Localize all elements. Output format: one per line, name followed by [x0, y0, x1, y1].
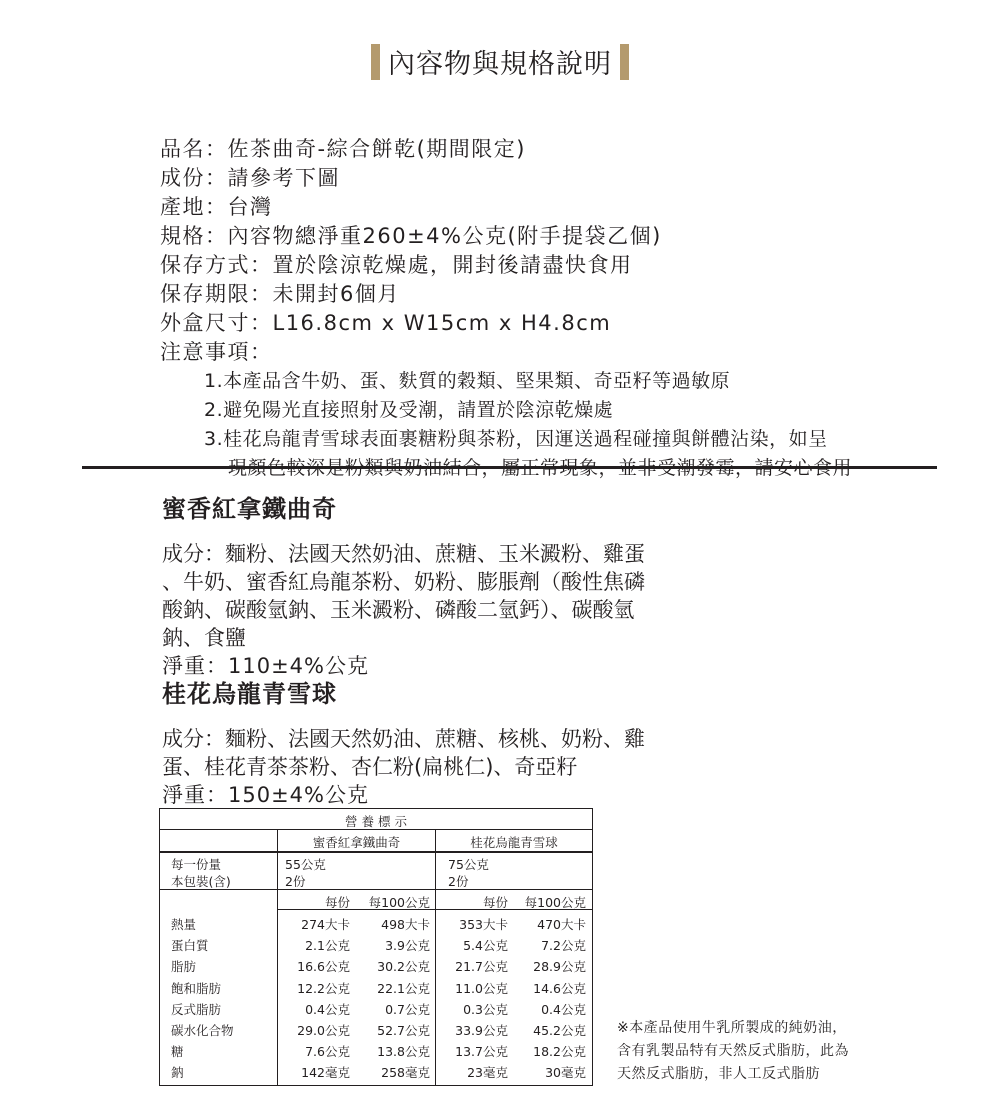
nutrient-label: 鈉: [171, 1065, 184, 1081]
nutrient-value: 353大卡: [459, 917, 508, 932]
nutrition-table: [159, 808, 593, 1086]
product-name: 品名：佐茶曲奇-綜合餅乾(期間限定): [160, 137, 526, 161]
product-section-2: [162, 679, 692, 809]
table-line: [160, 851, 592, 853]
nutrient-value: 470大卡: [537, 917, 586, 932]
title-bar-left: [371, 44, 380, 80]
note-item: 2.避免陽光直接照射及受潮，請置於陰涼乾燥處: [204, 399, 614, 421]
p2-serving-size: 75公克: [448, 857, 489, 872]
nutrient-value: 30.2公克: [377, 959, 430, 975]
nutrient-value: 13.8公克: [377, 1044, 430, 1060]
nutrient-value: 22.1公克: [377, 980, 430, 996]
nutrient-value: 0.4公克: [541, 1001, 586, 1017]
col-per-100g: 每100公克: [524, 895, 586, 910]
nutrient-value: 7.6公克: [305, 1044, 350, 1060]
page-title: [371, 42, 629, 81]
title-bar-right: [620, 44, 629, 80]
nutrient-value: 52.7公克: [377, 1023, 430, 1038]
nutrient-value: 16.6公克: [297, 959, 350, 975]
shelf-life: 保存期限：未開封6個月: [160, 282, 400, 306]
col-per-100g: 每100公克: [368, 895, 430, 910]
nutrient-value: 142毫克: [301, 1065, 350, 1081]
nutrient-label: 碳水化合物: [171, 1023, 234, 1038]
nutrition-product-1: 蜜香紅拿鐵曲奇: [312, 835, 401, 850]
nutrient-value: 3.9公克: [385, 938, 430, 954]
nutrient-value: 0.3公克: [463, 1001, 508, 1017]
storage: 保存方式：置於陰涼乾燥處，開封後請盡快食用: [160, 253, 633, 277]
product-info: [160, 135, 960, 483]
nutrition-product-2: 桂花烏龍青雪球: [470, 835, 558, 850]
ingredients-line: 酸鈉、碳酸氫鈉、玉米澱粉、磷酸二氫鈣）、碳酸氫: [162, 598, 635, 622]
servings-label: 本包裝(含): [171, 874, 231, 889]
nutrition-title: 營 養 標 示: [345, 814, 407, 829]
nutrient-value: 0.4公克: [305, 1001, 350, 1017]
footnote-line: 含有乳製品特有天然反式脂肪，此為: [617, 1043, 849, 1059]
ingredients-line: 成分：麵粉、法國天然奶油、蔗糖、玉米澱粉、雞蛋: [162, 542, 645, 566]
nutrient-label: 反式脂肪: [171, 1001, 222, 1017]
ingredients-line: 成分：麵粉、法國天然奶油、蔗糖、核桃、奶粉、雞: [162, 727, 645, 751]
nutrient-value: 5.4公克: [463, 938, 508, 954]
title-section: [0, 42, 1000, 84]
nutrient-value: 13.7公克: [455, 1044, 508, 1060]
nutrient-value: 23毫克: [467, 1065, 508, 1081]
product-heading: 蜜香紅拿鐵曲奇: [162, 495, 337, 523]
net-weight: 淨重：150±4%公克: [162, 783, 369, 807]
p1-servings: 2份: [285, 874, 306, 889]
nutrient-value: 21.7公克: [455, 959, 508, 975]
section-divider: [82, 466, 937, 469]
net-weight: 淨重：110±4%公克: [162, 654, 369, 678]
note-item: 1.本產品含牛奶、蛋、麩質的穀類、堅果類、奇亞籽等過敏原: [204, 370, 731, 392]
notes-title: 注意事項：: [160, 340, 273, 364]
origin: 產地：台灣: [160, 195, 273, 219]
ingredients-line: 蛋、桂花青茶茶粉、杏仁粉(扁桃仁)、奇亞籽: [162, 755, 578, 779]
nutrient-value: 258毫克: [381, 1065, 430, 1081]
serving-size-label: 每一份量: [171, 857, 222, 872]
nutrient-value: 29.0公克: [297, 1023, 350, 1038]
product-section-1: [162, 494, 692, 680]
nutrient-value: 11.0公克: [455, 980, 508, 996]
p1-serving-size: 55公克: [285, 857, 326, 872]
nutrient-label: 蛋白質: [171, 938, 209, 954]
page-title-text: 內容物與規格說明: [388, 49, 612, 80]
nutrient-label: 熱量: [171, 917, 197, 932]
box-size: 外盒尺寸：L16.8cm x W15cm x H4.8cm: [160, 311, 612, 335]
nutrient-value: 7.2公克: [541, 938, 586, 954]
product-heading: 桂花烏龍青雪球: [162, 680, 337, 708]
footnote-line: ※本產品使用牛乳所製成的純奶油，: [617, 1020, 847, 1036]
nutrient-label: 糖: [171, 1044, 184, 1060]
nutrient-value: 45.2公克: [533, 1023, 586, 1038]
nutrient-value: 2.1公克: [305, 938, 350, 954]
col-per-serving: 每份: [482, 895, 508, 910]
nutrient-value: 0.7公克: [385, 1001, 430, 1017]
footnote: [617, 1017, 849, 1086]
nutrient-value: 274大卡: [301, 917, 350, 932]
nutrient-value: 30毫克: [545, 1065, 586, 1081]
nutrient-value: 12.2公克: [297, 980, 350, 996]
nutrient-label: 飽和脂肪: [171, 980, 222, 996]
nutrient-label: 脂肪: [171, 959, 197, 975]
nutrient-value: 28.9公克: [533, 959, 586, 975]
nutrient-value: 14.6公克: [533, 980, 586, 996]
spec: 規格：內容物總淨重260±4%公克(附手提袋乙個): [160, 224, 662, 248]
note-item: 3.桂花烏龍青雪球表面裹糖粉與茶粉，因運送過程碰撞與餅體沾染，如呈: [204, 428, 828, 450]
ingredients-line: 鈉、食鹽: [162, 626, 246, 650]
nutrient-value: 33.9公克: [455, 1023, 508, 1038]
ingredients-line: 、牛奶、蜜香紅烏龍茶粉、奶粉、膨脹劑（酸性焦磷: [162, 570, 645, 594]
nutrient-value: 498大卡: [381, 917, 430, 932]
footnote-line: 天然反式脂肪，非人工反式脂肪: [617, 1066, 820, 1082]
ingredients-ref: 成份：請參考下圖: [160, 166, 340, 190]
p2-servings: 2份: [448, 874, 469, 889]
nutrient-value: 18.2公克: [533, 1044, 586, 1060]
col-per-serving: 每份: [324, 895, 350, 910]
